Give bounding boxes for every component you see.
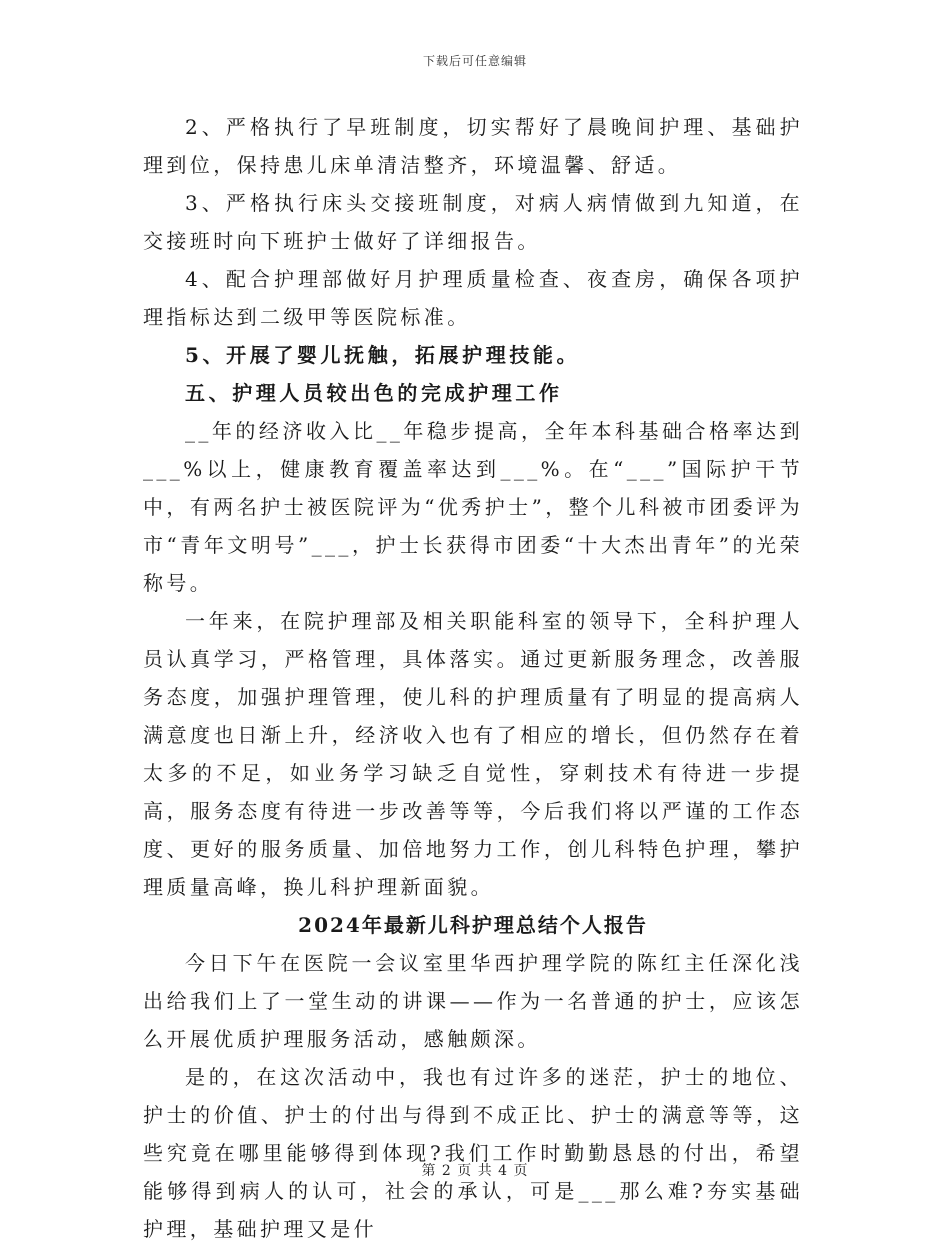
- paragraph-item-2: 2、严格执行了早班制度，切实帮好了晨晚间护理、基础护理到位，保持患儿床单清洁整齐，环境温馨、舒适。: [143, 115, 803, 177]
- bold-item-5: 5、开展了婴儿抚触，拓展护理技能。: [185, 343, 581, 367]
- paragraph-summary: 一年来，在院护理部及相关职能科室的领导下，全科护理人员认真学习，严格管理，具体落实。通过更新服务理念，改善服务态度，加强护理管理，使儿科的护理质量有了明显的提高病人满意度也日渐上升，经济收入也有了相应的增长，但仍然存在着太多的不足，如业务学习缺乏自觉性，穿刺技术有待进一步提高，服务态度有待进一步改善等等，今后我们将以严谨的工作态度、更好的服务质量、加倍地努力工作，创儿科特色护理，攀护理质量高峰，换儿科护理新面貌。: [143, 609, 803, 899]
- paragraph-reflection: 是的，在这次活动中，我也有过许多的迷茫，护士的地位、护士的价值、护士的付出与得到不成正比、护士的满意等等，这些究竟在哪里能够得到体现?我们工作时勤勤恳恳的付出，希望能够得到病人的认可，社会的承认，可是___那么难?夯实基础护理，基础护理又是什: [143, 1065, 803, 1241]
- section-heading: 五、护理人员较出色的完成护理工作: [185, 381, 563, 405]
- paragraph-lecture: 今日下午在医院一会议室里华西护理学院的陈红主任深化浅出给我们上了一堂生动的讲课——作为一名普通的护士，应该怎么开展优质护理服务活动，感触颇深。: [143, 951, 803, 1051]
- document-body: [143, 108, 803, 1248]
- report-title: 2024年最新儿科护理总结个人报告: [298, 913, 648, 937]
- paragraph-item-3: 3、严格执行床头交接班制度，对病人病情做到九知道，在交接班时向下班护士做好了详细报告。: [143, 191, 803, 253]
- header-note: 下载后可任意编辑: [422, 54, 527, 68]
- page-number: 第 2 页 共 4 页: [421, 1163, 529, 1179]
- paragraph-achievements: __年的经济收入比__年稳步提高，全年本科基础合格率达到___%以上，健康教育覆盖率达到___%。在“___”国际护干节中，有两名护士被医院评为“优秀护士”，整个儿科被市团委评为市“青年文明号”___，护士长获得市团委“十大杰出青年”的光荣称号。: [143, 419, 803, 595]
- paragraph-item-4: 4、配合护理部做好月护理质量检查、夜查房，确保各项护理指标达到二级甲等医院标准。: [143, 267, 803, 329]
